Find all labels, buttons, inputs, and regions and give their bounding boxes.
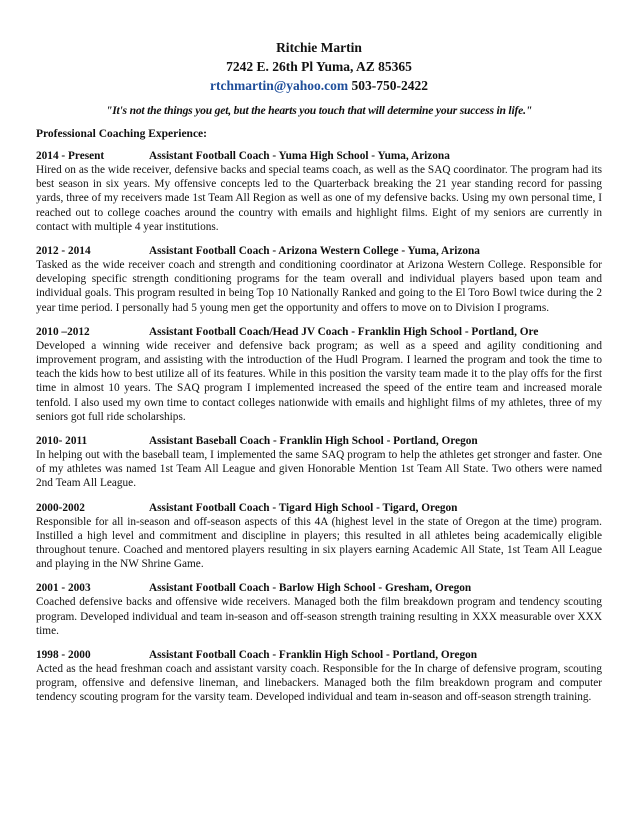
experience-entry [36, 648, 602, 705]
entry-title: Assistant Football Coach - Arizona Western College - Yuma, Arizona [149, 245, 480, 258]
resume-page [36, 0, 602, 715]
entry-dates: 2010- 2011 [36, 435, 88, 448]
entry-heading [36, 501, 602, 515]
entry-title: Assistant Football Coach - Barlow High School - Gresham, Oregon [149, 582, 472, 595]
candidate-name: Ritchie Martin [276, 40, 362, 55]
experience-entry [36, 581, 602, 638]
entry-description: Coached defensive backs and offensive wide receivers. Managed both the film breakdown program and tendency scouting program. Developed individual and team in-season and off-season strength training resulting in XXX measurable over XXX time. [36, 596, 602, 637]
experience-entry [36, 325, 602, 424]
entry-title: Assistant Football Coach/Head JV Coach - Franklin High School - Portland, Ore [149, 325, 539, 338]
entry-title: Assistant Football Coach - Franklin High School - Portland, Oregon [149, 649, 478, 662]
experience-entry [36, 149, 602, 234]
address: 7242 E. 26th Pl Yuma, AZ 85365 [226, 59, 412, 74]
entry-dates: 2001 - 2003 [36, 582, 91, 595]
entry-title: Assistant Football Coach - Tigard High School - Tigard, Oregon [149, 501, 458, 514]
entry-dates: 1998 - 2000 [36, 649, 91, 662]
entry-heading [36, 325, 602, 339]
phone-number: 503-750-2422 [351, 78, 429, 93]
entry-dates: 2014 - Present [36, 150, 105, 162]
resume-header [36, 38, 602, 95]
experience-list [36, 149, 602, 705]
entry-title: Assistant Football Coach - Yuma High School - Yuma, Arizona [149, 150, 450, 162]
entry-description: Acted as the head freshman coach and assistant varsity coach. Responsible for the In charge of defensive program, scouting program, offensive and defensive lineman, and linebackers. Managed both the film breakdown program and computer tendency scouting program for the varsity team. Developed individual and team in-season and off-season strength training. [36, 663, 602, 704]
email-link[interactable]: rtchmartin@yahoo.com [209, 78, 349, 93]
experience-entry [36, 434, 602, 491]
entry-description: Developed a winning wide receiver and defensive back program; as well as a speed and agility conditioning and improvement program, and assisting with the introduction of the Hudl Program. I learned the program and took the time to teach the kids how to best utilize all of its features. While in this position the varsity team made it to the play offs for the first time in almost 10 years. The SAQ program I implemented increased the speed of the entire team and increased morale tenfold. I also used my own time to contact colleges nationwide with emails and highlight films of my athletes, three of my seniors got full ride scholarships. [36, 339, 602, 423]
entry-title: Assistant Baseball Coach - Franklin High School - Portland, Oregon [149, 435, 478, 448]
entry-dates: 2010 –2012 [36, 325, 90, 338]
entry-dates: 2000-2002 [36, 501, 85, 514]
contact-line [36, 76, 602, 95]
entry-heading [36, 149, 602, 163]
entry-dates: 2012 - 2014 [36, 245, 91, 258]
entry-heading [36, 581, 602, 595]
experience-entry [36, 244, 602, 315]
experience-entry [36, 501, 602, 572]
section-title: Professional Coaching Experience: [36, 128, 207, 140]
personal-quote: "It's not the things you get, but the hearts you touch that will determine your success in life." [105, 104, 533, 117]
entry-heading [36, 648, 602, 662]
entry-description: Responsible for all in-season and off-season aspects of this 4A (highest level in the state of Oregon at the time) program. Instilled a high level and commitment and discipline in players; this resulted in all athletes being academically eligible throughout tenure. Coached and mentored players resulting in six players earning Academic All State, 1st Team All League and playing in the NW Shrine Game. [36, 515, 602, 571]
entry-description: In helping out with the baseball team, I implemented the same SAQ program to help the athletes get stronger and faster. One of my athletes was named 1st Team All League and given Honorable Mention 1st Team All State. Two others were named 2nd Team All League. [36, 449, 602, 490]
entry-heading [36, 434, 602, 448]
entry-description: Tasked as the wide receiver coach and strength and conditioning coordinator at Arizona Western College. Responsible for developing specific strength conditioning programs for the team overall and individual players based upon team and individual goals. This program resulted in being Top 10 Nationally Ranked and going to the El Toro Bowl twice during the 2 year time period. I personally had 5 young men get the opportunity and offers to move on to Division I programs. [36, 259, 602, 314]
entry-description: Hired on as the wide receiver, defensive backs and special teams coach, as well as the SAQ coordinator. The program had its best season in six years. My offensive concepts led to the Quarterback breaking the 21 year standing record for passing yards, three of my receivers made 1st Team All Region as well as one of my defensive backs. Using my own personal time, I reached out to college coaches around the country with emails and highlight films. Eight of my seniors are currently in contact with multiple 4 year institutions. [36, 164, 602, 233]
entry-heading [36, 244, 602, 258]
